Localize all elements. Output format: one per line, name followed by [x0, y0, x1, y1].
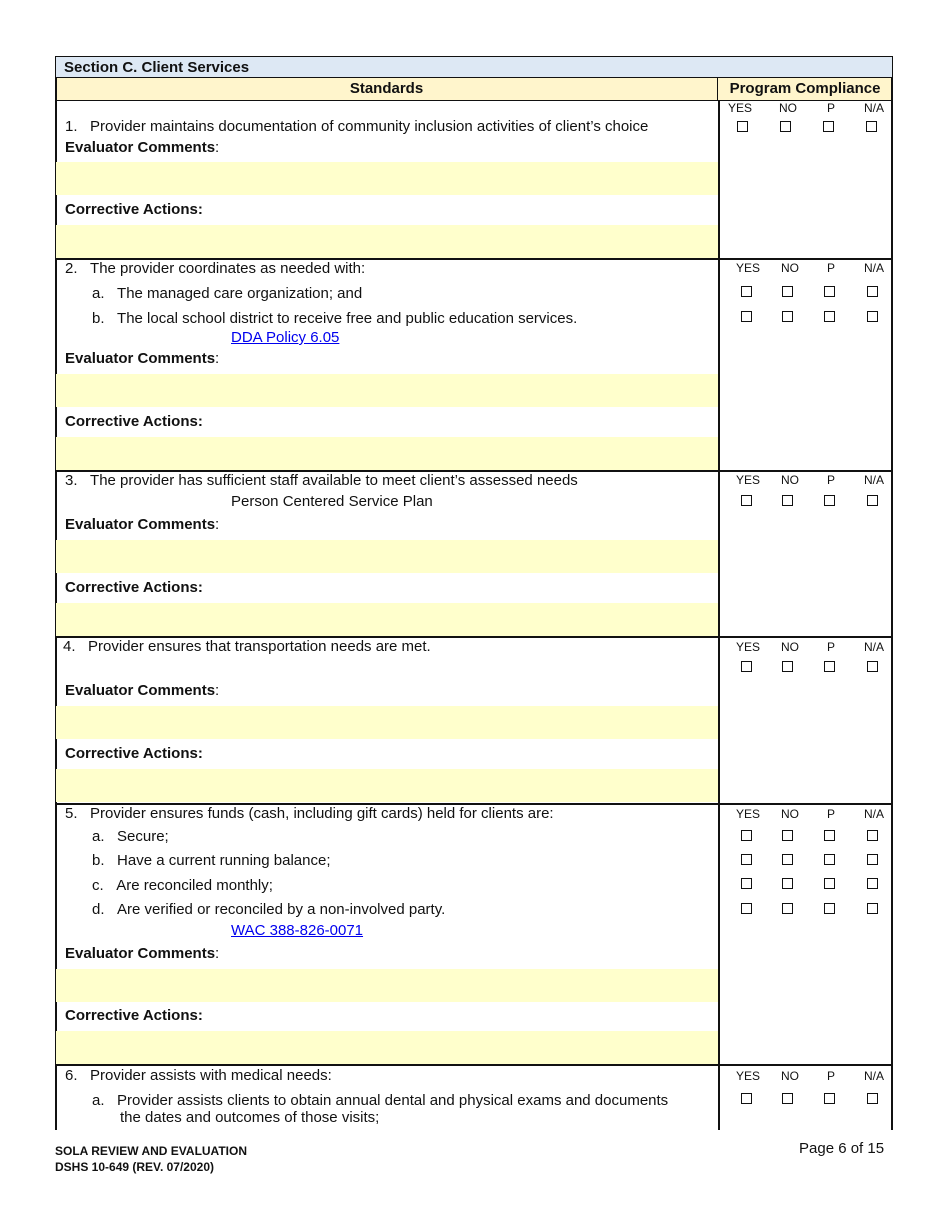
item-1-evaluator-comments-field[interactable]	[56, 162, 718, 195]
item-5b-p-checkbox[interactable]	[824, 854, 835, 865]
item-2b-no-checkbox[interactable]	[782, 311, 793, 322]
item-3-reference: Person Centered Service Plan	[231, 493, 433, 510]
item-5b-text: b. Have a current running balance;	[92, 852, 331, 869]
item-5c-p-checkbox[interactable]	[824, 878, 835, 889]
item-3-na-checkbox[interactable]	[867, 495, 878, 506]
item-5d-no-checkbox[interactable]	[782, 903, 793, 914]
item-1-no-checkbox[interactable]	[780, 121, 791, 132]
item-1-p-checkbox[interactable]	[823, 121, 834, 132]
item-5b-no-checkbox[interactable]	[782, 854, 793, 865]
item-3-evaluator-label: Evaluator Comments:	[65, 516, 220, 533]
item-2-corrective-actions-field[interactable]	[56, 437, 718, 470]
footer-form-name: SOLA REVIEW AND EVALUATION	[55, 1144, 247, 1158]
item-4-corrective-label: Corrective Actions:	[65, 745, 203, 762]
item-1-corrective-actions-field[interactable]	[56, 225, 718, 258]
item-2b-na-checkbox[interactable]	[867, 311, 878, 322]
item-4-no-checkbox[interactable]	[782, 661, 793, 672]
item-1-yes-label: YES	[727, 101, 752, 115]
item-5-yes-label: YES	[735, 807, 760, 821]
item-3-corrective-label: Corrective Actions:	[65, 579, 203, 596]
item-5d-na-checkbox[interactable]	[867, 903, 878, 914]
item-4-yes-label: YES	[735, 640, 760, 654]
item-2-yes-label: YES	[735, 261, 760, 275]
item-3-no-label: NO	[781, 473, 799, 487]
item-2b-p-checkbox[interactable]	[824, 311, 835, 322]
standards-header: Standards	[55, 78, 718, 101]
item-6a-text: a. Provider assists clients to obtain annual dental and physical exams and documents	[92, 1092, 669, 1109]
item-4-yes-checkbox[interactable]	[741, 661, 752, 672]
item-6-na-label: N/A	[863, 1069, 884, 1083]
item-2a-na-checkbox[interactable]	[867, 286, 878, 297]
item-5-reference-link[interactable]: WAC 388-826-0071	[231, 922, 364, 939]
item-1-p-label: P	[826, 101, 835, 115]
item-5d-text: d. Are verified or reconciled by a non-involved party.	[92, 901, 446, 918]
item-1-na-checkbox[interactable]	[866, 121, 877, 132]
item-2-na-label: N/A	[863, 261, 884, 275]
item-2-evaluator-comments-field[interactable]	[56, 374, 718, 407]
item-4-evaluator-label: Evaluator Comments:	[65, 682, 220, 699]
item-5-p-label: P	[826, 807, 835, 821]
item-5-corrective-actions-field[interactable]	[56, 1031, 718, 1064]
item-4-no-label: NO	[781, 640, 799, 654]
item-2-reference-link[interactable]: DDA Policy 6.05	[231, 329, 340, 346]
item-5c-text: c. Are reconciled monthly;	[92, 877, 273, 894]
item-4-p-checkbox[interactable]	[824, 661, 835, 672]
item-2-no-label: NO	[781, 261, 799, 275]
item-5c-no-checkbox[interactable]	[782, 878, 793, 889]
footer-form-info	[55, 1143, 247, 1175]
item-5c-na-checkbox[interactable]	[867, 878, 878, 889]
item-3-evaluator-comments-field[interactable]	[56, 540, 718, 573]
item-5-no-label: NO	[781, 807, 799, 821]
item-2a-yes-checkbox[interactable]	[741, 286, 752, 297]
item-2-p-label: P	[826, 261, 835, 275]
item-1-text: 1. Provider maintains documentation of community inclusion activities of client’s choice	[65, 118, 649, 135]
item-5b-na-checkbox[interactable]	[867, 854, 878, 865]
item-3-no-checkbox[interactable]	[782, 495, 793, 506]
item-5a-no-checkbox[interactable]	[782, 830, 793, 841]
item-5d-p-checkbox[interactable]	[824, 903, 835, 914]
item-6-yes-label: YES	[735, 1069, 760, 1083]
item-4-na-checkbox[interactable]	[867, 661, 878, 672]
item-2b-text: b. The local school district to receive free and public education services.	[92, 310, 578, 327]
item-5c-yes-checkbox[interactable]	[741, 878, 752, 889]
item-5-corrective-label: Corrective Actions:	[65, 1007, 203, 1024]
item-3-corrective-actions-field[interactable]	[56, 603, 718, 636]
item-1-yes-checkbox[interactable]	[737, 121, 748, 132]
item-5-na-label: N/A	[863, 807, 884, 821]
item-6a-text-continued: the dates and outcomes of those visits;	[120, 1109, 380, 1126]
item-5b-yes-checkbox[interactable]	[741, 854, 752, 865]
item-1-no-label: NO	[779, 101, 797, 115]
item-1-corrective-label: Corrective Actions:	[65, 201, 203, 218]
item-5-evaluator-comments-field[interactable]	[56, 969, 718, 1002]
item-5-evaluator-label: Evaluator Comments:	[65, 945, 220, 962]
item-5-text: 5. Provider ensures funds (cash, including gift cards) held for clients are:	[65, 805, 554, 822]
item-6-no-label: NO	[781, 1069, 799, 1083]
item-2-corrective-label: Corrective Actions:	[65, 413, 203, 430]
item-2-evaluator-label: Evaluator Comments:	[65, 350, 220, 367]
item-6-text: 6. Provider assists with medical needs:	[65, 1067, 332, 1084]
item-4-text: 4. Provider ensures that transportation needs are met.	[63, 638, 431, 655]
item-2b-yes-checkbox[interactable]	[741, 311, 752, 322]
item-4-evaluator-comments-field[interactable]	[56, 706, 718, 739]
item-6a-na-checkbox[interactable]	[867, 1093, 878, 1104]
item-3-na-label: N/A	[863, 473, 884, 487]
item-6a-no-checkbox[interactable]	[782, 1093, 793, 1104]
item-5a-p-checkbox[interactable]	[824, 830, 835, 841]
item-5a-yes-checkbox[interactable]	[741, 830, 752, 841]
item-1-evaluator-label: Evaluator Comments:	[65, 139, 220, 156]
item-3-p-checkbox[interactable]	[824, 495, 835, 506]
item-3-text: 3. The provider has sufficient staff available to meet client’s assessed needs	[65, 472, 578, 489]
page-number: Page 6 of 15	[799, 1140, 885, 1157]
item-5d-yes-checkbox[interactable]	[741, 903, 752, 914]
item-2a-p-checkbox[interactable]	[824, 286, 835, 297]
item-4-p-label: P	[826, 640, 835, 654]
item-4-na-label: N/A	[863, 640, 884, 654]
item-5a-na-checkbox[interactable]	[867, 830, 878, 841]
item-3-p-label: P	[826, 473, 835, 487]
item-5a-text: a. Secure;	[92, 828, 169, 845]
item-1-na-label: N/A	[863, 101, 884, 115]
item-2-text: 2. The provider coordinates as needed with:	[65, 260, 366, 277]
item-6a-p-checkbox[interactable]	[824, 1093, 835, 1104]
item-3-yes-checkbox[interactable]	[741, 495, 752, 506]
item-6a-yes-checkbox[interactable]	[741, 1093, 752, 1104]
item-2a-no-checkbox[interactable]	[782, 286, 793, 297]
section-title: Section C. Client Services	[55, 56, 893, 78]
item-3-yes-label: YES	[735, 473, 760, 487]
item-6-p-label: P	[826, 1069, 835, 1083]
item-2a-text: a. The managed care organization; and	[92, 285, 363, 302]
item-4-corrective-actions-field[interactable]	[56, 769, 718, 802]
footer-form-number: DSHS 10-649 (REV. 07/2020)	[55, 1160, 214, 1174]
program-compliance-header: Program Compliance	[718, 78, 893, 101]
client-services-form	[55, 56, 893, 1130]
